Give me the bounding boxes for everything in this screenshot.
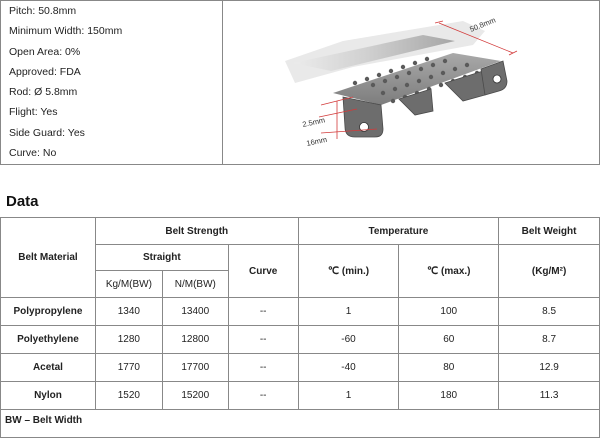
header-straight: Straight [95,245,228,271]
header-belt-material: Belt Material [1,218,96,298]
spec-min-width: Minimum Width: 150mm [9,25,123,38]
spec-value: Yes [67,126,85,139]
table-row [1,298,600,326]
spec-side-guard: Side Guard: Yes [9,126,85,139]
belt-data-table [0,217,600,410]
cell-temp-max: 80 [399,354,499,382]
cell-temp-min: -40 [298,354,399,382]
cell-kg-m: 1280 [95,326,162,354]
table-row [1,382,600,410]
cell-kg-m: 1770 [95,354,162,382]
header-kg-m: Kg/M(BW) [95,271,162,298]
belt-module-figure [223,1,599,164]
cell-n-m: 12800 [162,326,228,354]
header-curve: Curve [228,245,298,298]
cell-temp-max: 100 [399,298,499,326]
spec-value: No [42,147,57,160]
cell-temp-min: 1 [298,382,399,410]
spec-label: Flight [9,106,35,119]
spec-label: Open Area [9,45,60,58]
spec-flight: Flight: Yes [9,106,58,119]
cell-material: Polyethylene [1,326,96,354]
spec-label: Side Guard [9,126,63,139]
cell-curve: -- [228,326,298,354]
cell-kg-m: 1340 [95,298,162,326]
cell-material: Nylon [1,382,96,410]
header-n-m: N/M(BW) [162,271,228,298]
cell-weight: 12.9 [499,354,600,382]
spec-rod: Rod: Ø 5.8mm [9,86,78,99]
table-header-row [1,218,600,245]
header-belt-strength: Belt Strength [95,218,298,245]
header-temp-max: ℃ (max.) [399,245,499,298]
cell-n-m: 15200 [162,382,228,410]
cell-temp-min: 1 [298,298,399,326]
dim-depth-label: 16mm [305,134,328,148]
spec-curve: Curve: No [9,147,57,160]
spec-label: Rod [9,86,29,99]
spec-value: 50.8mm [38,5,77,17]
spec-value: 0% [65,45,81,58]
cell-temp-max: 60 [399,326,499,354]
cell-material: Polypropylene [1,298,96,326]
dim-height-label: 2.5mm [301,115,326,129]
cell-kg-m: 1520 [95,382,162,410]
section-title: Data [6,193,39,210]
cell-weight: 8.7 [499,326,600,354]
header-temp-min: ℃ (min.) [298,245,399,298]
cell-material: Acetal [1,354,96,382]
table-row [1,326,600,354]
spec-value: Yes [40,106,58,119]
header-belt-weight: Belt Weight [499,218,600,245]
table-footnote: BW – Belt Width [0,409,600,438]
spec-list [1,1,223,164]
cell-n-m: 13400 [162,298,228,326]
spec-label: Approved [9,65,54,78]
header-temperature: Temperature [298,218,499,245]
spec-box [0,0,600,165]
cell-curve: -- [228,382,298,410]
spec-value: FDA [59,65,81,78]
spec-open-area: Open Area: 0% [9,45,81,58]
cell-curve: -- [228,298,298,326]
spec-label: Pitch [9,5,33,17]
spec-value: 150mm [87,25,123,38]
cell-curve: -- [228,354,298,382]
cell-temp-min: -60 [298,326,399,354]
header-weight-unit: (Kg/M²) [499,245,600,298]
cell-temp-max: 180 [399,382,499,410]
belt-module-illustration [223,1,599,164]
dim-pitch-label: 50.8mm [468,15,497,34]
cell-n-m: 17700 [162,354,228,382]
spec-approved: Approved: FDA [9,65,81,78]
spec-value: Ø 5.8mm [34,86,78,99]
cell-weight: 8.5 [499,298,600,326]
spec-label: Minimum Width [9,25,82,38]
table-row [1,354,600,382]
spec-pitch: Pitch: 50.8mm [9,5,77,17]
spec-label: Curve [9,147,38,160]
cell-weight: 11.3 [499,382,600,410]
